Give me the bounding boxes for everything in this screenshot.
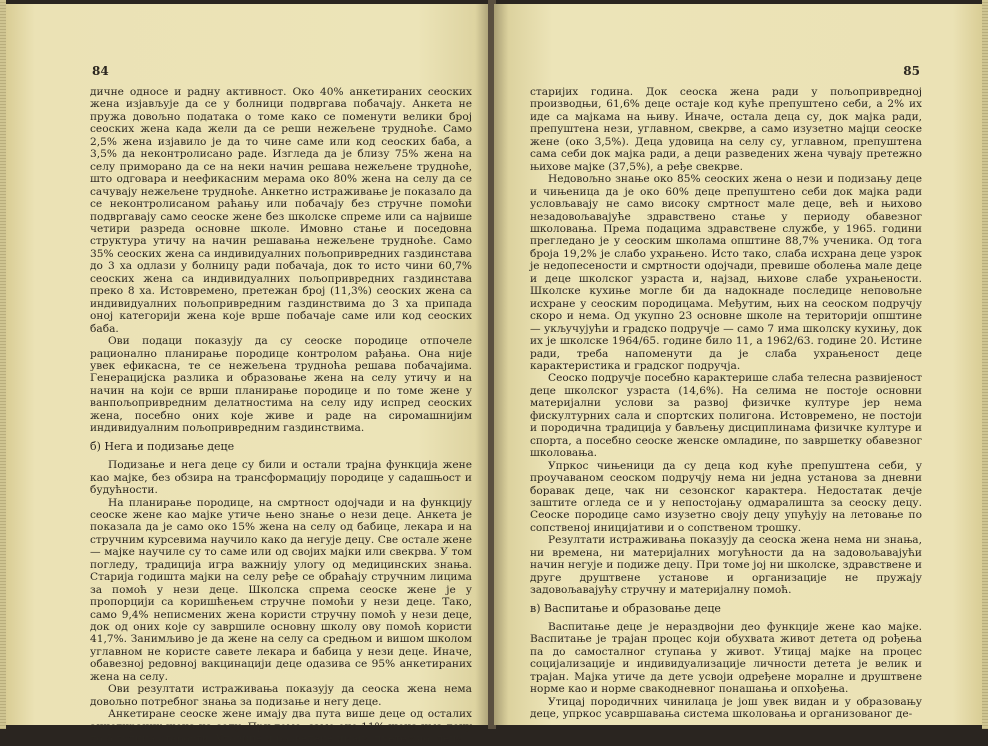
page-body	[530, 86, 922, 721]
paragraph: Упркос чињеници да су деца код куће препуштена себи, у проучаваном сеоском подручју нема ни једна установа за дневни боравак деце, чак ни сезонског карактера. Недостатак дечје заштите огледа се и у непостојању одмаралишта за сеоску децу. Сеоске породице само изузетно своју децу упућују на летовање по сопственој иницијативи и о сопственом трошку.	[530, 459, 922, 534]
page-number: 84	[92, 64, 109, 78]
paragraph: Резултати истраживања показују да сеоска жена нема ни знања, ни времена, ни материјалних могућности да на задовољавајући начин негује и подиже децу. При томе јој ни школске, здравствене и друге друштвене установе и организације не пружају задовољавајућу стручну и материјалну помоћ.	[530, 534, 922, 597]
paragraph: Ови резултати истраживања показују да сеоска жена нема довољно потребног знања за подизање и негу деце.	[90, 683, 472, 708]
section-heading: б) Нега и подизање деце	[90, 439, 235, 453]
paragraph: Сеоско подручје посебно карактерише слаба телесна развијеност деце школског узраста (14,6%). На селима не постоје основни материјални услови за развој физичке културе јер нема фискултурних сала и спортских полигона. Истовремено, не постоји и породична традиција у бављењу дисциплинама физичке културе и спорта, а посебно сеоске женске омладине, по завршетку обавезног школовања.	[530, 372, 922, 460]
paragraph: Недовољно знање око 85% сеоских жена о нези и подизању деце и чињеница да је око 60% деце препуштено себи док мајка ради условљавају не само високу смртност мале деце, већ и њихово незадовољавајуће здравствено стање у периоду обавезног школовања. Према подацима здравствене службе, у 1965. години прегледано је у сеоским школама општине 88,7% ученика. Од тога броја 19,2% је слабо ухрањено. Исто тако, слаба исхрана деце узрок је недопесености и смртности одојчади, превише оболења мале деце и деце школског узраста и, најзад, њихове слабе ухрањености. Школске кухиње могле би да надокнаде последице неповољне исхране у сеоским породицама. Међутим, њих на сеоском подручју скоро и нема. Од укупно 23 основне школе на територији општине — укључујући и градско подручје — само 7 има школску кухињу, док их је школске 1964/65. године било 11, а 1962/63. године 20. Истине ради, треба напоменути да је слаба ухрањеност деце карактеристика и градског подручја.	[530, 173, 922, 372]
paragraph: На планирање породице, на смртност одојчади и на функцију сеоске жене као мајке утиче њено знање о нези деце. Анкета је показала да је само око 15% жена на селу од бабице, лекара и на стручним курсевима научило како да негује децу. Све остале жене — мајке научиле су то саме или од својих мајки или свекрва. У том погледу, традиција игра важнију улогу од медицинских знања. Старија годишта мајки на селу ређе се обраћају стручним лицима за помоћ у нези деце. Школска спрема сеоске жене је у пропорцији са коришћењем стручне помоћи у нези деце. Тако, само 9,4% неписмених жена користи стручну помоћ у нези деце, док од оних које су завршиле основну школу ову помоћ користи 41,7%. Занимљиво је да жене на селу са средњом и вишом школом углавном не користе савете лекара и бабица у нези деце. Иначе, обавезној редовној вакцинацији деце одазива се 95% анкетираних жена на селу.	[90, 496, 472, 683]
paragraph: Васпитање деце је нераздвојни део функције жене као мајке. Васпитање је трајан процес који обухвата живот детета од рођења па до самосталног ступања у живот. Утицај мајке на процес социјализације и индивидуализације личности детета је велик и трајан. Мајка утиче да дете усвоји одређене моралне и друштвене норме као и норме свакодневног понашања и опхођења.	[530, 621, 922, 696]
left-page	[6, 4, 490, 746]
paragraph: Ови подаци показују да су сеоске породице отпочеле рационално планирање породице контролом рађања. Она није увек ефикасна, те се нежељена трудноћа решава побачајима. Генерацијска разлика и образовање жена на селу утичу и на начин на који се врши планирање породице и по томе жене у ванпољопривредним делатностима на селу иду испред сеоских жена, посебно оних које живе и раде на сиромашнијим индивидуалним пољопривредним газдинствима.	[90, 335, 472, 435]
paragraph: Подизање и нега деце су били и остали трајна функција жене као мајке, без обзира на трансформацију породице у садашњост и будућности.	[90, 459, 472, 497]
page-edge-right	[982, 0, 988, 729]
paragraph: Утицај породичних чинилаца је још увек видан и у образовању деце, упркос усавршавања система школовања и организованог де-	[530, 695, 922, 721]
section-heading: в) Васпитање и образовање деце	[530, 601, 721, 615]
paragraph: Анкетиране сеоске жене имају два пута више деце од осталих анкетираних жена на селу. При томе, само око 11% жена има децу до 5 година старости. Удовице и разведене имају, претежно, децу	[90, 708, 472, 746]
right-page	[494, 4, 982, 725]
page-number: 85	[903, 64, 920, 78]
paragraph: дичне односе и радну активност. Око 40% анкетираних сеоских жена изјављује да се у болници подвргава побачају. Анкета не пружа довољно података о томе како се поменути велики број сеоских жена када жели да се реши нежељене трудноће. Само 2,5% жена изјавило је да то чине саме или код сеоских баба, а 3,5% да неконтролисано раде. Изгледа да је близу 75% жена на селу приморано да се на неки начин решава нежељене трудноће, што одговара и неефикасним мерама око 80% жена на селу да се сачувају нежељене трудноће. Анкетно истраживање је показало да се неконтролисаном раћању или побачају без стручне помоћи подвргавају само сеоске жене без школске спреме или са највише четири разреда основне школе. Имовно стање и поседовна структура утичу на начин решавања нежељене трудноће. Само 35% сеоских жена са индивидуалних пољопривредних газдинстава до 3 ха одлази у болницу ради побачаја, док то исто чини 60,7% сеоских жена са индивидуалних пољопривредних газдинстава преко 8 ха. Истовремено, претежан број (11,3%) сеоских жена са индивидуалних пољопривредним газдинствима до 3 ха припада оној категорији жена које врше побачаје саме или код сеоских баба.	[90, 86, 472, 335]
paragraph: старијих година. Док сеоска жена ради у пољопривредној производњи, 61,6% деце остаје код куће препуштено себи, а 2% их иде са мајкама на њиву. Иначе, остала деца су, док мајка ради, препуштена нези, углавном, свекрве, а само изузетно мајци сеоске жене (око 3,5%). Деца удовица на селу су, углавном, препуштена сама себи док мајка ради, а деци разведених жена чувају претежно њихове мајке (37,5%), а ређе свекрве.	[530, 86, 922, 173]
page-body	[90, 86, 472, 746]
